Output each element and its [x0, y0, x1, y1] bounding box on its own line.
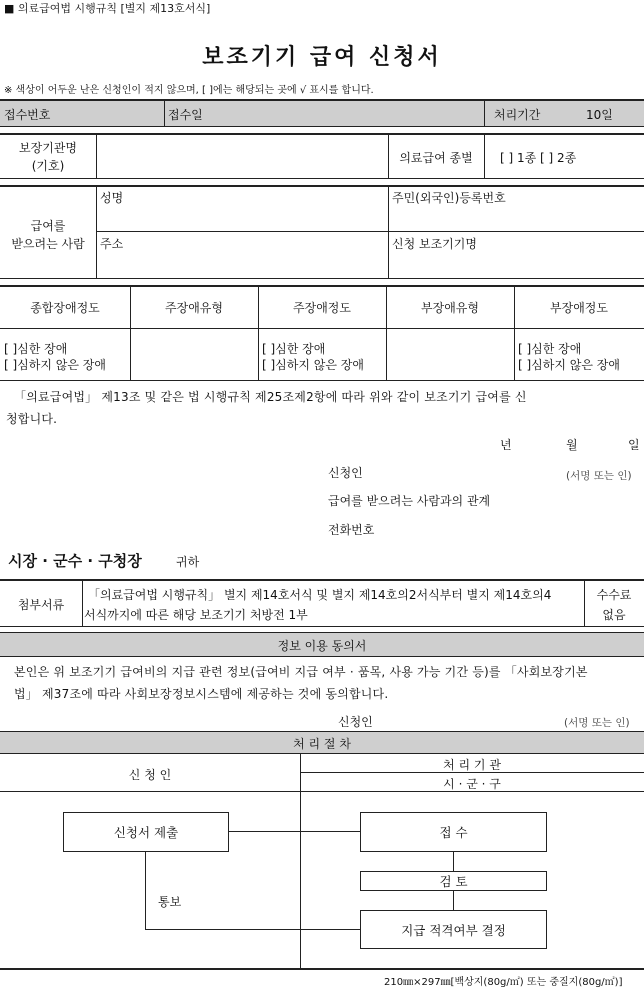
- consent-text-1: 본인은 위 보조기기 급여비의 지급 관련 정보(급여비 지급 여부 · 품목, 사용 가능 기간 등)를 「사회보장기본: [14, 665, 588, 679]
- main-disability-type-header: 주장애유형: [165, 301, 223, 315]
- statement-line-1: 「의료급여법」 제13조 및 같은 법 시행규칙 제25조제2항에 따라 위와 같이 보조기기 급여를 신: [14, 390, 527, 404]
- processing-period-value: 10일: [586, 108, 613, 122]
- applicant-label: 신청인: [328, 466, 363, 480]
- institution-code-label: (기호): [31, 159, 65, 173]
- consent-signature-note[interactable]: (서명 또는 인): [564, 717, 630, 729]
- fee-label: 수수료: [596, 588, 632, 602]
- institution-label: 보장기관명: [19, 141, 77, 155]
- attachments-label: 첨부서류: [17, 598, 65, 612]
- step-submit-application: 신청서 제출: [63, 812, 229, 852]
- date-day[interactable]: 일: [628, 438, 640, 452]
- recipient-label-2: 받으려는 사람: [11, 237, 85, 251]
- step-receive: 접 수: [360, 812, 547, 852]
- procedure-agency-subheader: 시 · 군 · 구: [443, 777, 501, 791]
- processing-period-label: 처리기간: [494, 108, 541, 122]
- address-field[interactable]: 주소: [100, 237, 124, 251]
- sub-disability-degree-header: 부장애정도: [550, 301, 608, 315]
- main-disability-degree-header: 주장애정도: [293, 301, 351, 315]
- consent-applicant-label: 신청인: [338, 715, 373, 729]
- consent-title: 정보 이용 동의서: [277, 639, 367, 653]
- procedure-agency-header: 처 리 기 관: [443, 758, 501, 772]
- statement-line-2: 청합니다.: [6, 412, 58, 426]
- overall-not-severe-checkbox[interactable]: [ ]심하지 않은 장애: [4, 358, 106, 372]
- notify-label: 통보: [158, 895, 182, 909]
- sub-disability-type-header: 부장애유형: [421, 301, 479, 315]
- relation-label: 급여를 받으려는 사람과의 관계: [328, 494, 491, 508]
- step-eligibility-decision: 지급 적격여부 결정: [360, 910, 547, 949]
- device-name-field[interactable]: 신청 보조기기명: [392, 237, 477, 251]
- consent-text-2: 법」 제37조에 따라 사회보장정보시스템에 제공하는 것에 동의합니다.: [14, 687, 389, 701]
- instruction-note: ※ 색상이 어두운 난은 신청인이 적지 않으며, [ ]에는 해당되는 곳에 √ 표시를 합니다.: [4, 85, 374, 96]
- page-title: 보조기기 급여 신청서: [202, 45, 442, 70]
- receipt-number-label: 접수번호: [4, 108, 51, 122]
- registration-number-field[interactable]: 주민(외국인)등록번호: [392, 191, 506, 205]
- overall-severe-checkbox[interactable]: [ ]심한 장애: [4, 342, 68, 356]
- addressee-name: 시장 · 군수 · 구청장: [8, 552, 142, 570]
- main-not-severe-checkbox[interactable]: [ ]심하지 않은 장애: [262, 358, 364, 372]
- main-severe-checkbox[interactable]: [ ]심한 장애: [262, 342, 326, 356]
- medical-aid-type-options[interactable]: [ ] 1종 [ ] 2종: [500, 151, 577, 165]
- procedure-applicant-header: 신 청 인: [128, 768, 172, 782]
- overall-disability-header: 종합장애정도: [30, 301, 100, 315]
- attachments-text-1: 「의료급여법 시행규칙」 별지 제14호서식 및 별지 제14호의2서식부터 별지 제14호의4: [88, 588, 552, 602]
- medical-aid-type-label: 의료급여 종별: [399, 151, 473, 165]
- date-year[interactable]: 년: [500, 438, 512, 452]
- name-field[interactable]: 성명: [100, 191, 124, 205]
- signature-note[interactable]: (서명 또는 인): [566, 470, 632, 482]
- fee-value: 없음: [602, 608, 626, 622]
- form-number-note: ■ 의료급여법 시행규칙 [별지 제13호서식]: [4, 2, 211, 15]
- attachments-text-2: 서식까지에 따른 해당 보조기기 처방전 1부: [84, 608, 308, 622]
- date-month[interactable]: 월: [566, 438, 578, 452]
- paper-spec-footer: 210㎜×297㎜[백상지(80g/㎡) 또는 중질지(80g/㎡)]: [384, 977, 623, 988]
- sub-not-severe-checkbox[interactable]: [ ]심하지 않은 장애: [518, 358, 620, 372]
- procedure-title: 처 리 절 차: [293, 737, 351, 751]
- recipient-label: 급여를: [30, 219, 66, 233]
- receipt-row: [0, 100, 644, 126]
- receipt-date-label: 접수일: [168, 108, 203, 122]
- addressee-suffix: 귀하: [176, 555, 200, 569]
- step-review: 검 토: [360, 871, 547, 891]
- sub-severe-checkbox[interactable]: [ ]심한 장애: [518, 342, 582, 356]
- phone-label: 전화번호: [328, 523, 375, 537]
